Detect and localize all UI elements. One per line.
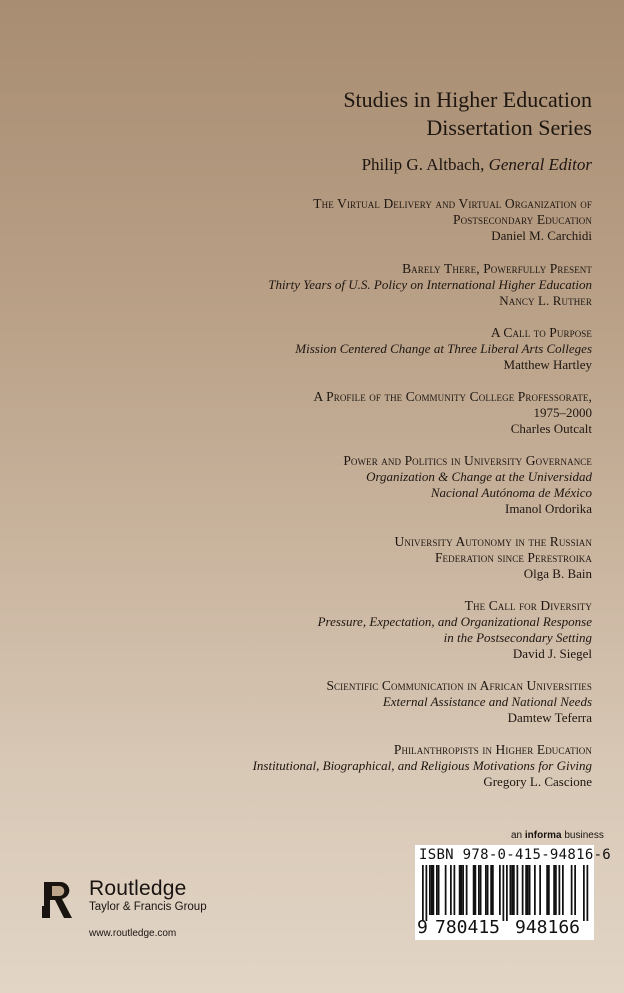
- book-entry: [152, 678, 592, 726]
- barcode-bar: [527, 865, 529, 915]
- barcode-bar: [574, 865, 576, 915]
- book-line: Institutional, Biographical, and Religious Motivations for Giving: [252, 758, 592, 773]
- barcode-bar: [571, 865, 573, 915]
- book-line: Imanol Ordorika: [504, 501, 592, 516]
- book-line: Matthew Hartley: [503, 357, 592, 372]
- isbn-label: ISBN 978-0-415-94816-6: [419, 847, 612, 863]
- barcode-bar: [433, 865, 435, 915]
- barcode-bar: [445, 865, 447, 915]
- book-entry: [152, 598, 592, 662]
- book-line: Scientific Communication in African Universities: [326, 678, 592, 693]
- book-line: Damtew Teferra: [507, 710, 592, 725]
- barcode-bar: [562, 865, 564, 915]
- book-line: Nacional Autónoma de México: [430, 485, 592, 500]
- book-line: The Virtual Delivery and Virtual Organization of: [313, 196, 592, 211]
- book-line: Daniel M. Carchidi: [491, 228, 592, 243]
- ean-first-digit: 9: [417, 917, 428, 938]
- book-line: A Profile of the Community College Professorate,: [313, 389, 592, 404]
- barcode-bar: [583, 865, 585, 921]
- barcode-bar: [522, 865, 524, 915]
- book-line: Power and Politics in University Governance: [343, 453, 592, 468]
- book-line: Organization & Change at the Universidad: [366, 469, 592, 484]
- barcode-bar: [461, 865, 463, 915]
- book-line: Mission Centered Change at Three Liberal Arts Colleges: [295, 341, 592, 356]
- barcode-bar: [587, 865, 589, 921]
- publisher-name: Routledge: [89, 877, 187, 900]
- book-entry: [152, 196, 592, 244]
- book-line: A Call to Purpose: [490, 325, 592, 340]
- series-title-line-2: Dissertation Series: [426, 115, 592, 140]
- book-line: Postsecondary Education: [453, 212, 592, 227]
- barcode-bar: [475, 865, 477, 915]
- barcode-bar: [510, 865, 512, 915]
- barcode-bar: [492, 865, 494, 915]
- barcode-bar: [466, 865, 468, 915]
- ean-left-group: 780415: [435, 917, 501, 938]
- barcode-bar: [548, 865, 550, 915]
- barcode-bar: [480, 865, 482, 915]
- barcode-bar: [454, 865, 456, 915]
- barcode-bar: [553, 865, 555, 915]
- informa-prefix: an: [511, 830, 525, 841]
- barcode-bar: [490, 865, 492, 915]
- book-line: in the Postsecondary Setting: [443, 630, 592, 645]
- series-title: [343, 86, 592, 142]
- barcode-bar: [529, 865, 531, 915]
- book-line: Charles Outcalt: [510, 421, 592, 436]
- book-line: Gregory L. Cascione: [483, 774, 592, 789]
- ean-right-group: 948166: [515, 917, 581, 938]
- barcode-bar: [422, 865, 424, 921]
- informa-word: informa: [524, 830, 562, 841]
- barcode-bar: [559, 865, 561, 915]
- barcode-bar: [517, 865, 519, 915]
- barcode-bar: [485, 865, 487, 915]
- barcode-bar: [473, 865, 475, 915]
- general-editor: [362, 155, 592, 175]
- informa-business-label: [511, 830, 604, 841]
- barcode-bar: [426, 865, 428, 921]
- book-line: David J. Siegel: [512, 646, 592, 661]
- book-entry: [152, 534, 592, 582]
- book-line: Federation since Perestroika: [434, 550, 592, 565]
- book-line: Philanthropists in Higher Education: [393, 742, 592, 757]
- book-line: Olga B. Bain: [523, 566, 592, 581]
- book-list: [152, 196, 592, 790]
- barcode-bar: [513, 865, 515, 915]
- book-line: University Autonomy in the Russian: [394, 534, 592, 549]
- book-line: Thirty Years of U.S. Policy on International Higher Education: [268, 277, 592, 292]
- book-line: 1975–2000: [533, 405, 592, 420]
- publisher-brand: [89, 877, 207, 913]
- editor-name: Philip G. Altbach,: [361, 155, 489, 174]
- barcode-bar: [539, 865, 541, 915]
- barcode-bar: [511, 865, 513, 915]
- informa-suffix: business: [561, 830, 604, 841]
- book-entry: [152, 453, 592, 517]
- book-line: Pressure, Expectation, and Organizational Response: [317, 614, 592, 629]
- barcode-bar: [487, 865, 489, 915]
- publisher-website[interactable]: www.routledge.com: [89, 928, 177, 939]
- barcode-bars: [419, 865, 590, 921]
- publisher-group: Taylor & Francis Group: [89, 901, 207, 913]
- book-line: The Call for Diversity: [464, 598, 592, 613]
- barcode-bar: [438, 865, 440, 915]
- barcode-bar: [429, 865, 431, 915]
- series-title-line-1: Studies in Higher Education: [343, 87, 592, 112]
- barcode-bar: [478, 865, 480, 915]
- barcode-bar: [436, 865, 438, 915]
- barcode-bar: [503, 865, 505, 921]
- book-entry: [152, 742, 592, 790]
- routledge-logo-icon: [40, 876, 78, 922]
- barcode-bar: [450, 865, 452, 915]
- barcode-bar: [431, 865, 433, 915]
- barcode-bar: [499, 865, 501, 915]
- editor-role: General Editor: [488, 155, 592, 174]
- book-entry: [152, 325, 592, 373]
- barcode-bar: [506, 865, 508, 921]
- book-line: Barely There, Powerfully Present: [402, 261, 592, 276]
- barcode-bar: [534, 865, 536, 915]
- barcode-bar: [555, 865, 557, 915]
- barcode-panel: [415, 845, 612, 940]
- book-entry: [152, 389, 592, 437]
- barcode-bar: [462, 865, 464, 915]
- barcode-bar: [546, 865, 548, 915]
- book-entry: [152, 261, 592, 309]
- barcode-bar: [525, 865, 527, 915]
- book-line: Nancy L. Ruther: [499, 293, 592, 308]
- book-line: External Assistance and National Needs: [382, 694, 592, 709]
- barcode-bar: [459, 865, 461, 915]
